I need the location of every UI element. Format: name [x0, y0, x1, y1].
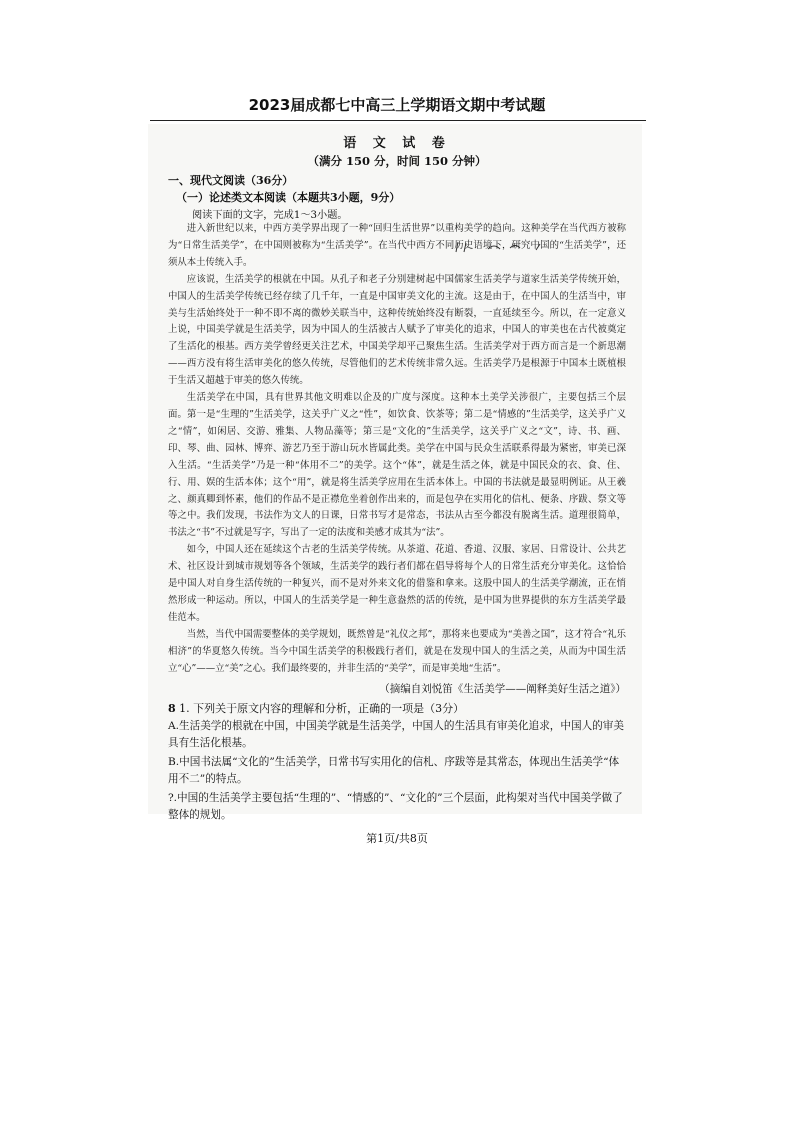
passage-paragraph: 当然，当代中国需要整体的美学规划，既然曾是“礼仪之邦”，那将来也要成为“美善之国”，这才符合“礼乐相济”的华夏悠久传统。当今中国生活美学的积极践行者们，就是在发现中国人的生活之美，从而为中国生活立“心”——立“美”之心。我们最终要的，并非生活的“美学”，而是审美地“生活”。	[168, 628, 626, 674]
question-text: 下列关于原文内容的理解和分析，正确的一项是（3分）	[193, 702, 465, 716]
passage-source: （摘编自刘悦笛《生活美学——阐释美好生活之道》）	[379, 683, 626, 696]
handwritten-mark: 8	[168, 702, 176, 716]
reading-instruction: 阅读下面的文字，完成1～3小题。	[192, 210, 348, 221]
question-number: 1.	[179, 702, 190, 716]
question-stem	[168, 700, 626, 716]
exam-meta: （满分 150 分，时间 150 分钟）	[307, 154, 487, 168]
title-divider	[150, 120, 646, 121]
exam-title: 语 文 试 卷	[343, 136, 451, 151]
page-title: 2023届成都七中高三上学期语文期中考试题	[248, 96, 546, 114]
passage-paragraph: 生活美学在中国，具有世界其他文明难以企及的广度与深度。这种本土美学关涉很广，主要包括三个层面。第一是“生理的”生活美学，这关乎广义之“性”，如饮食、饮茶等；第二是“情感的”生活美学，这关乎广义之“情”，如闲居、交游、雅集、人物品藻等；第三是“文化的”生活美学，这关乎广义之“文”，诗、书、画、印、琴、曲、园林、博弈、游艺乃至于游山玩水皆属此类。美学在中国与民众生活联系得最为紧密，审美已深入生活。“生活美学”乃是一种“体用不二”的美学。这个“体”，就是生活之体，就是中国民众的衣、食、住、行、用、娱的生活本体；这个“用”，就是将生活美学应用在生活本体上。中国的书法就是最显明例证。从王羲之、颜真卿到怀素，他们的作品不是正襟危坐着创作出来的，而是包孕在实用化的信札、便条、序跋、祭文等等之中。我们发现，书法作为文人的日课，日常书写才是常态，书法从古至今都没有脱离生活。道理很简单，书法之“书”不过就是写字，写出了一定的法度和美感才成其为“法”。	[168, 392, 626, 539]
scanned-exam-page	[148, 124, 642, 846]
passage-paragraph: 应该说，生活美学的根就在中国。从孔子和老子分别建树起中国儒家生活美学与道家生活美学传统开始，中国人的生活美学传统已经存续了几千年，一直是中国审美文化的主流。这是由于，在中国人的生活当中，审美与生活始终处于一种不即不离的微妙关联当中，这种传统始终没有断裂，一直延续至今。所以，在一定意义上说，中国美学就是生活美学，因为中国人的生活被古人赋予了审美化的追求，中国人的审美也在古代被奠定了生活化的根基。西方美学曾经更关注艺术，中国美学却平己聚焦生活。生活美学对于西方而言是一个新思潮——西方没有将生活审美化的悠久传统，尽管他们的艺术传统非常久远。生活美学乃是根源于中国本土既植根于生活又超越于审美的悠久传统。	[168, 273, 626, 387]
passage-paragraph: 如今，中国人还在延续这个古老的生活美学传统。从茶道、花道、香道、汉服、家居、日常设计、公共艺术、社区设计到城市规划等各个领域，生活美学的践行者们都在倡导将每个人的日常生活充分审美化。这恰恰是中国人对自身生活传统的一种复兴，而不是对外来文化的借鉴和拿来。这股中国人的生活美学潮流，正在悄然形成一种运动。所以，中国人的生活美学是一种生意盎然的活的传统，是中国为世界提供的东方生活美学最佳范本。	[168, 544, 626, 623]
passage-paragraph: 进入新世纪以来，中西方美学界出现了一种“回归生活世界”以重构美学的趋向。这种美学在当代西方被称为“日常生活美学”，在中国则被称为“生活美学”。在当代中西方不同历史语境下，研究中国的“生活美学”，还须从本土传统入手。	[168, 223, 626, 268]
answer-option-c: ?.中国的生活美学主要包括“生理的”、“情感的”、“文化的”三个层面，此构架对当代中国美学做了整体的规划。	[168, 792, 623, 822]
page-number: 第1页/共8页	[366, 832, 428, 846]
answer-option-b: B.中国书法属“文化的”生活美学，日常书写实用化的信札、序跋等是其常态，体现出生活美学“体用不二”的特点。	[168, 756, 620, 786]
answer-option-a: A.生活美学的根就在中国，中国美学就是生活美学，中国人的生活具有审美化追求，中国人的审美具有生活化根基。	[168, 720, 624, 750]
subsection-heading: （一）论述类文本阅读（本题共3小题，9分）	[176, 191, 401, 204]
section-heading: 一、现代文阅读（36分）	[168, 174, 294, 187]
